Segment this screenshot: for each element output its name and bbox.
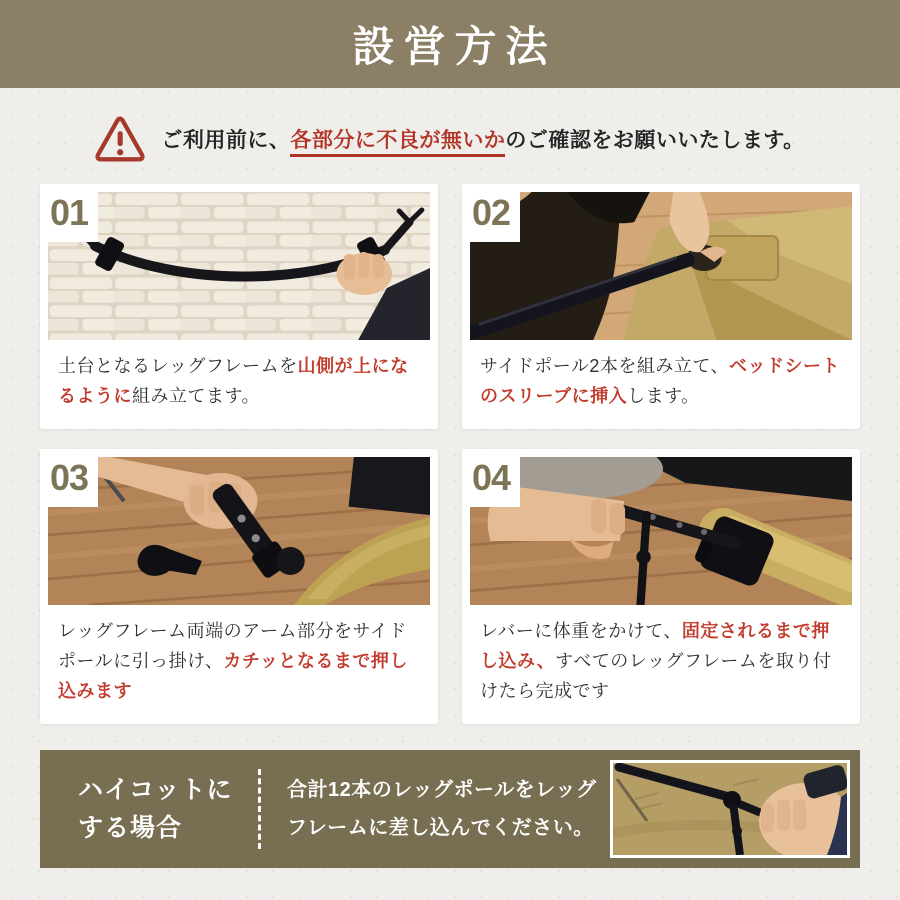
steps-grid bbox=[40, 184, 860, 724]
highcot-title-line2: する場合 bbox=[78, 814, 183, 843]
dashed-divider bbox=[258, 769, 261, 849]
step-04-photo-illustration bbox=[470, 457, 852, 605]
step-04-text bbox=[480, 617, 842, 706]
step-03-text-pre: レッグフレーム両端のアーム部分をサイドポールに引っ掛け、 bbox=[58, 621, 407, 672]
step-03-text bbox=[58, 617, 420, 706]
page-title: 設営方法 bbox=[352, 23, 557, 70]
warning-text-suffix: のご確認をお願いいたします。 bbox=[505, 129, 805, 152]
step-01-text-post: 組み立てます。 bbox=[132, 385, 261, 406]
step-01-text bbox=[58, 352, 420, 411]
warning-text bbox=[161, 124, 804, 154]
step-number-badge: 01 bbox=[40, 184, 98, 242]
step-04-text-post: すべてのレッグフレームを取り付けたら完成です bbox=[480, 651, 832, 701]
step-02-text-pre: サイドポール2本を組み立て、 bbox=[480, 356, 730, 376]
step-01-text-red: 山側が上になるように bbox=[58, 356, 409, 406]
step-04-text-pre: レバーに体重をかけて、 bbox=[480, 621, 682, 642]
step-number-badge: 03 bbox=[40, 449, 98, 507]
step-02-photo bbox=[470, 192, 852, 340]
highcot-section bbox=[40, 750, 860, 868]
highcot-title bbox=[78, 771, 250, 849]
step-card-02 bbox=[462, 184, 860, 429]
step-01-photo-illustration bbox=[48, 192, 430, 340]
warning-text-prefix: ご利用前に、 bbox=[161, 129, 291, 152]
step-number-badge: 02 bbox=[462, 184, 520, 242]
step-02-photo-illustration bbox=[470, 192, 852, 340]
step-02-text-post: します。 bbox=[627, 385, 700, 406]
warning-text-highlight: 各部分に不良が無いか bbox=[290, 129, 505, 157]
highcot-body-text: 合計12本のレッグポールをレッグフレームに差し込んでください。 bbox=[287, 779, 597, 840]
step-03-text-red: カチッとなるまで押し込みます bbox=[58, 651, 408, 701]
warning-triangle-icon bbox=[95, 112, 145, 166]
warning-note bbox=[0, 110, 900, 168]
highcot-title-line1: ハイコットに bbox=[78, 775, 233, 804]
step-04-text-red: 固定されるまで押し込み、 bbox=[480, 621, 830, 672]
step-number-badge: 04 bbox=[462, 449, 520, 507]
highcot-photo bbox=[610, 760, 850, 858]
page-header bbox=[0, 0, 900, 88]
step-card-03 bbox=[40, 449, 438, 724]
step-01-text-pre: 土台となるレッグフレームを bbox=[58, 356, 298, 376]
step-card-01 bbox=[40, 184, 438, 429]
step-03-photo-illustration bbox=[48, 457, 430, 605]
step-02-text-red: ベッドシートのスリーブに挿入 bbox=[480, 356, 841, 406]
step-03-photo bbox=[48, 457, 430, 605]
step-01-photo bbox=[48, 192, 430, 340]
step-04-photo bbox=[470, 457, 852, 605]
step-02-text bbox=[480, 352, 842, 411]
highcot-photo-illustration bbox=[613, 763, 847, 855]
step-card-04 bbox=[462, 449, 860, 724]
